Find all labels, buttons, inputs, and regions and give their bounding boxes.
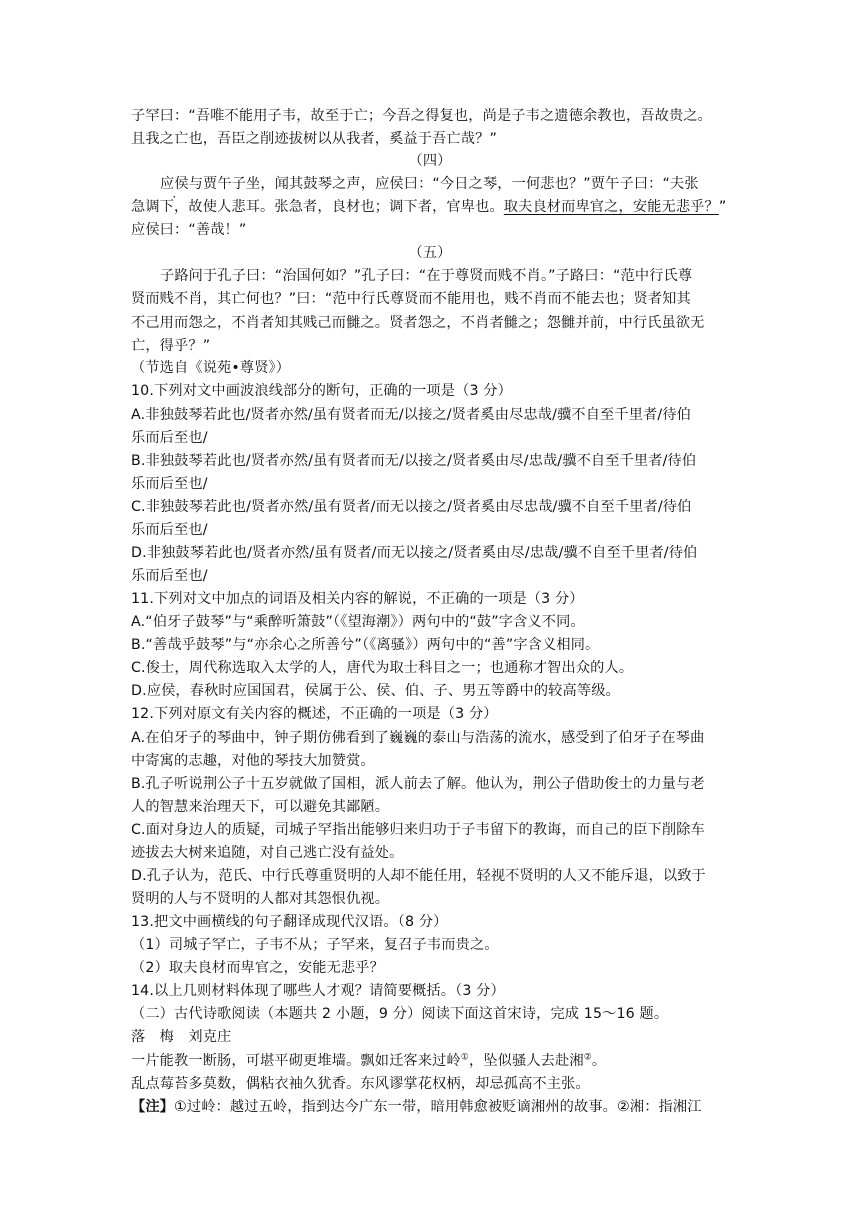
poem-text: 一片能教一断肠，可堪平砌更堆墙。飘如迁客来过岭 <box>131 1053 461 1069</box>
passage-line: 贤而贱不肖，其亡何也？”曰：“范中行氏尊贤而不能用也，贱不肖而不能去也；贤者知其 <box>131 291 691 307</box>
passage-line <box>131 197 741 217</box>
option-11b: B.“善哉乎鼓琴”与“亦余心之所善兮”（《离骚》）两句中的“善”字含义相同。 <box>131 637 600 653</box>
passage-line: 子路问于孔子曰：“治国何如？”孔子曰：“在于尊贤而贱不肖。”子路曰：“范中行氏尊 <box>160 268 693 284</box>
option-10c: C.非独鼓琴若此也/贤者亦然/虽有贤者/而无以接之/贤者奚由尽忠哉/骥不自至千里者/待伯 <box>131 499 692 515</box>
passage-line: 应侯曰：“善哉！” <box>131 222 247 238</box>
question-12: 12.下列对原文有关内容的概述，不正确的一项是（3 分） <box>131 706 498 722</box>
option-10d: D.非独鼓琴若此也/贤者亦然/虽有贤者/而无以接之/贤者奚由尽/忠哉/骥不自至千里者/待伯 <box>131 545 698 561</box>
question-13-part1: （1）司城子罕亡，子韦不从；子罕来，复召子韦而贵之。 <box>131 937 499 953</box>
poem-text: ，坠似骚人去赴湘 <box>468 1053 584 1069</box>
section-heading-4: （四） <box>408 153 452 169</box>
option-12d: D.孔子认为，范氏、中行氏尊重贤明的人却不能任用，轻视不贤明的人又不能斥退，以致于 <box>131 868 706 884</box>
passage-line: 不己用而怨之，不肖者知其贱己而雠之。贤者怨之，不肖者雠之；怨雠并前，中行氏虽欲无 <box>131 315 705 331</box>
note-label: 【注】 <box>131 1099 175 1115</box>
passage-line: 子罕曰：“吾唯不能用子韦，故至于亡；今吾之得复也，尚是子韦之遗德余教也，吾故贵之。 <box>131 108 713 124</box>
option-12d-cont: 贤明的人与不贤明的人都对其怨恨仇视。 <box>131 891 390 907</box>
dotted-word: 应侯 <box>160 176 189 192</box>
option-12b-cont: 人的智慧来治理天下，可以避免其鄙陋。 <box>131 799 390 815</box>
poem-text: 。 <box>591 1053 607 1069</box>
footnote-mark: ② <box>583 1052 592 1063</box>
poem-note <box>131 1097 741 1117</box>
question-14: 14.以上几则材料体现了哪些人才观？请简要概括。（3 分） <box>131 983 505 999</box>
option-12a: A.在伯牙子的琴曲中，钟子期仿佛看到了巍巍的泰山与浩荡的流水，感受到了伯牙子在琴曲 <box>131 730 705 746</box>
option-10a: A.非独鼓琴若此也/贤者亦然/虽有贤者而无/以接之/贤者奚由尽忠哉/骥不自至千里者/待伯 <box>131 407 691 423</box>
option-11c: C.俊士，周代称选取入太学的人，唐代为取士科目之一；也通称才智出众的人。 <box>131 660 634 676</box>
option-11d: D.应侯，春秋时应国国君，侯属于公、侯、伯、子、男五等爵中的较高等级。 <box>131 683 620 699</box>
question-13-part2: （2）取夫良材而卑官之，安能无悲乎？ <box>131 960 384 976</box>
option-12b: B.孔子听说荆公子十五岁就做了国相，派人前去了解。他认为，荆公子借助俊士的力量与老 <box>131 776 705 792</box>
passage-text: 急调下，故使人悲耳。张急者，良材也；调下者，官卑也。 <box>131 199 504 215</box>
poem-title: 落 梅 刘克庄 <box>131 1029 232 1045</box>
option-12c: C.面对身边人的质疑，司城子罕指出能够归来归功于子韦留下的教诲，而自己的臣下削除车 <box>131 822 705 838</box>
option-12a-cont: 中寄寓的志趣，对他的琴技大加赞赏。 <box>131 753 375 769</box>
question-11: 11.下列对文中加点的词语及相关内容的解说，不正确的一项是（3 分） <box>131 591 584 607</box>
section-heading-5: （五） <box>408 245 452 261</box>
note-text: ①过岭：越过五岭，指到达今广东一带，暗用韩愈被贬谪湘州的故事。②湘：指湘江 <box>174 1099 702 1115</box>
option-10a-cont: 乐而后至也/ <box>131 430 208 446</box>
footnote-mark: ① <box>460 1052 469 1063</box>
option-10b: B.非独鼓琴若此也/贤者亦然/虽有贤者而无/以接之/贤者奚由尽/忠哉/骥不自至千里者/待伯 <box>131 453 697 469</box>
passage-text: ” <box>718 199 727 215</box>
option-12c-cont: 迹拔去大树来追随，对自己逃亡没有益处。 <box>131 845 404 861</box>
passage-line: 亡，得乎？” <box>131 338 211 354</box>
section-2-heading: （二）古代诗歌阅读（本题共 2 小题，9 分）阅读下面这首宋诗，完成 15～16 题。 <box>131 1006 669 1022</box>
option-10b-cont: 乐而后至也/ <box>131 476 208 492</box>
passage-text: 与贾午子坐，闻其鼓琴之声，应侯曰：“今日之琴，一何悲也？”贾午子曰：“夫张 <box>188 176 699 192</box>
question-13: 13.把文中画横线的句子翻译成现代汉语。（8 分） <box>131 914 448 930</box>
underlined-sentence: 取夫良材而卑官之，安能无悲乎？ <box>503 199 719 215</box>
passage-line <box>160 174 770 194</box>
passage-line: 且我之亡也，吾臣之削迹拔树以从我者，奚益于吾亡哉？” <box>131 131 497 147</box>
poem-line-2: 乱点莓苔多莫数，偶粘衣袖久犹香。东风谬掌花权柄，却忌孤高不主张。 <box>131 1076 590 1092</box>
source-note: （节选自《说苑•尊贤》） <box>131 360 291 376</box>
option-11a: A.“伯牙子鼓琴”与“乘醉听箫鼓”（《望海潮》）两句中的“鼓”字含义不同。 <box>131 614 585 630</box>
poem-line-1 <box>131 1051 741 1071</box>
question-10: 10.下列对文中画波浪线部分的断句，正确的一项是（3 分） <box>131 383 512 399</box>
option-10d-cont: 乐而后至也/ <box>131 568 208 584</box>
option-10c-cont: 乐而后至也/ <box>131 522 208 538</box>
